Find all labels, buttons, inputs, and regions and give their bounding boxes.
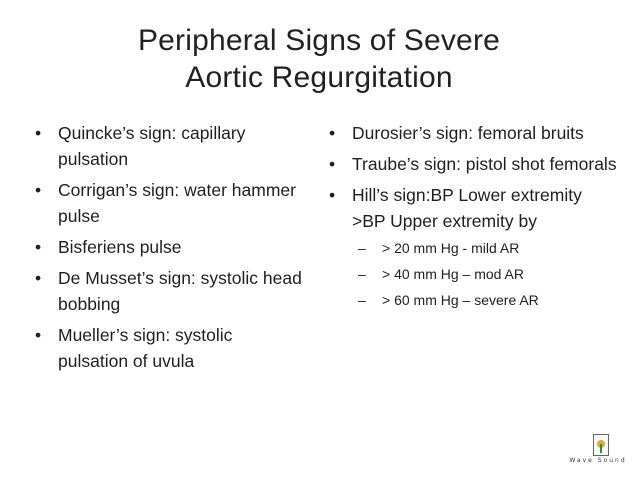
bullet-text: Bisferiens pulse bbox=[58, 237, 182, 257]
right-bullet-list bbox=[327, 120, 617, 316]
sub-bullet-list bbox=[352, 237, 617, 311]
bullet-text: Durosier’s sign: femoral bruits bbox=[352, 123, 584, 143]
dash-marker: – bbox=[358, 266, 366, 282]
bullet-marker: • bbox=[329, 154, 336, 174]
bullet-text: Traube’s sign: pistol shot femorals bbox=[352, 154, 617, 174]
bullet-item bbox=[327, 182, 617, 311]
slide-title-line-1: Peripheral Signs of Severe bbox=[137, 24, 501, 57]
sub-bullet-text: > 20 mm Hg - mild AR bbox=[382, 240, 520, 256]
document-icon bbox=[593, 434, 609, 456]
bullet-item bbox=[33, 265, 303, 317]
bullet-marker: • bbox=[329, 123, 336, 143]
slide-title-line-2: Aortic Regurgitation bbox=[185, 61, 453, 94]
bullet-text: De Musset’s sign: systolic head bobbing bbox=[58, 268, 302, 314]
sub-bullet-item bbox=[352, 263, 617, 285]
left-bullet-list bbox=[33, 120, 303, 379]
bullet-text: Hill’s sign:BP Lower extremity >BP Upper extremity by bbox=[352, 185, 582, 231]
bullet-marker: • bbox=[35, 237, 42, 257]
bullet-marker: • bbox=[35, 325, 42, 345]
sub-bullet-text: > 60 mm Hg – severe AR bbox=[382, 292, 539, 308]
bullet-item bbox=[33, 322, 303, 374]
bullet-text: Mueller’s sign: systolic pulsation of uvula bbox=[58, 325, 233, 371]
dash-marker: – bbox=[358, 292, 366, 308]
logo-text: Wave Sound bbox=[569, 457, 627, 464]
sub-bullet-item bbox=[352, 237, 617, 259]
bullet-marker: • bbox=[329, 185, 336, 205]
sub-bullet-item bbox=[352, 289, 617, 311]
bullet-item bbox=[33, 177, 303, 229]
bullet-item bbox=[327, 151, 617, 177]
wave-sound-logo bbox=[568, 434, 628, 470]
bullet-text: Corrigan’s sign: water hammer pulse bbox=[58, 180, 296, 226]
slide-title bbox=[0, 22, 638, 96]
bullet-item bbox=[33, 234, 303, 260]
bullet-item bbox=[327, 120, 617, 146]
bullet-text: Quincke’s sign: capillary pulsation bbox=[58, 123, 246, 169]
bullet-marker: • bbox=[35, 123, 42, 143]
bullet-marker: • bbox=[35, 268, 42, 288]
bullet-marker: • bbox=[35, 180, 42, 200]
sub-bullet-text: > 40 mm Hg – mod AR bbox=[382, 266, 525, 282]
dash-marker: – bbox=[358, 240, 366, 256]
bullet-item bbox=[33, 120, 303, 172]
